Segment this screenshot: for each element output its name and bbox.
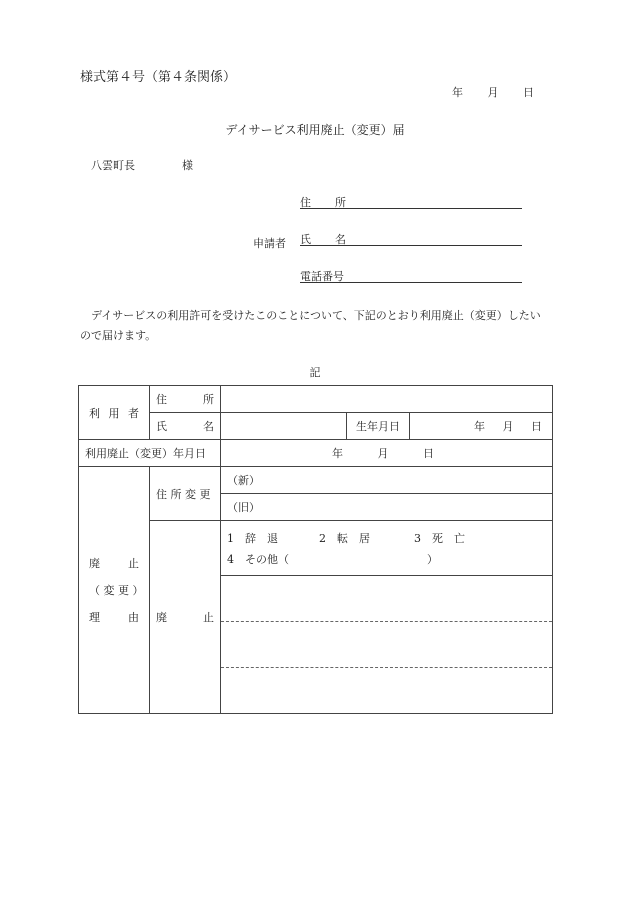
date-year-label: 年 xyxy=(452,86,463,99)
address-change-label: 住 所 変 更 xyxy=(150,467,221,521)
reason-label-char4: 由 xyxy=(128,610,139,624)
old-address-input[interactable] xyxy=(221,494,553,521)
reason-option-move[interactable]: 2 転 居 xyxy=(319,531,370,545)
birth-year-label: 年 xyxy=(474,420,485,434)
phone-label: 電話番号 xyxy=(300,270,344,283)
user-name-char1: 氏 xyxy=(156,420,167,434)
reason-detail-line[interactable] xyxy=(221,668,552,713)
stop-year-label: 年 xyxy=(332,447,343,461)
reason-detail-line[interactable] xyxy=(221,622,552,668)
form-number: 様式第４号（第４条関係） xyxy=(80,70,237,85)
user-label-cell xyxy=(79,386,150,440)
birthdate-label: 生年月日 xyxy=(347,413,410,440)
reason-detail-area[interactable] xyxy=(221,575,553,713)
reason-option-decline[interactable]: 1 辞 退 xyxy=(227,531,278,545)
user-label-char3: 者 xyxy=(128,406,139,420)
addressee-honorific: 様 xyxy=(182,159,193,172)
reason-label-henkou: （ 変 更 ） xyxy=(89,583,144,597)
form-table xyxy=(78,385,553,714)
user-label-char2: 用 xyxy=(108,406,120,420)
name-label-char2: 名 xyxy=(335,233,346,246)
stop-label-char1: 廃 xyxy=(156,611,167,625)
old-label: （旧） xyxy=(227,501,260,515)
stop-label-cell xyxy=(150,521,221,714)
user-label-char1: 利 xyxy=(89,406,100,420)
body-text: デイサービスの利用許可を受けたこのことについて、下記のとおり利用廃止（変更）したいので届けます。 xyxy=(80,309,541,342)
applicant-name-field[interactable] xyxy=(300,231,522,246)
stop-month-label: 月 xyxy=(377,447,389,461)
reason-label-char2: 止 xyxy=(128,556,139,570)
reason-label-cell xyxy=(79,467,150,714)
reason-label-char3: 理 xyxy=(89,610,100,624)
date-day-label: 日 xyxy=(523,86,534,99)
birth-month-label: 月 xyxy=(502,420,514,434)
reason-option-other[interactable]: 4 その他（ xyxy=(227,552,289,566)
address-label-char1: 住 xyxy=(300,196,311,209)
stop-date-label: 利用廃止（変更）年月日 xyxy=(79,440,221,467)
reason-options-cell xyxy=(221,521,553,575)
user-name-input[interactable] xyxy=(221,413,347,440)
applicant-label: 申請者 xyxy=(253,237,286,250)
user-name-char2: 名 xyxy=(203,420,214,434)
stop-label-char2: 止 xyxy=(203,611,214,625)
user-address-char2: 所 xyxy=(203,393,214,407)
new-label: （新） xyxy=(227,474,260,488)
document-title: デイサービス利用廃止（変更）届 xyxy=(225,123,405,137)
new-address-input[interactable] xyxy=(221,467,553,494)
birth-day-label: 日 xyxy=(531,420,542,434)
applicant-address-field[interactable] xyxy=(300,194,522,209)
stop-date-input[interactable] xyxy=(221,440,553,467)
addressee-name: 八雲町長 xyxy=(91,159,135,172)
name-label-char1: 氏 xyxy=(300,233,311,246)
submission-date xyxy=(452,84,534,100)
reason-detail-line[interactable] xyxy=(221,576,552,622)
user-name-label-cell xyxy=(150,413,221,440)
date-month-label: 月 xyxy=(487,86,499,99)
ki-heading: 記 xyxy=(309,366,321,379)
birthdate-input[interactable] xyxy=(410,413,553,440)
user-address-input[interactable] xyxy=(221,386,553,413)
address-label-char2: 所 xyxy=(335,196,346,209)
user-address-char1: 住 xyxy=(156,393,167,407)
stop-day-label: 日 xyxy=(423,447,434,461)
reason-other-close: ） xyxy=(427,552,438,566)
applicant-phone-field[interactable] xyxy=(300,268,522,283)
reason-option-death[interactable]: 3 死 亡 xyxy=(414,531,465,545)
user-address-label-cell xyxy=(150,386,221,413)
reason-label-char1: 廃 xyxy=(89,556,100,570)
